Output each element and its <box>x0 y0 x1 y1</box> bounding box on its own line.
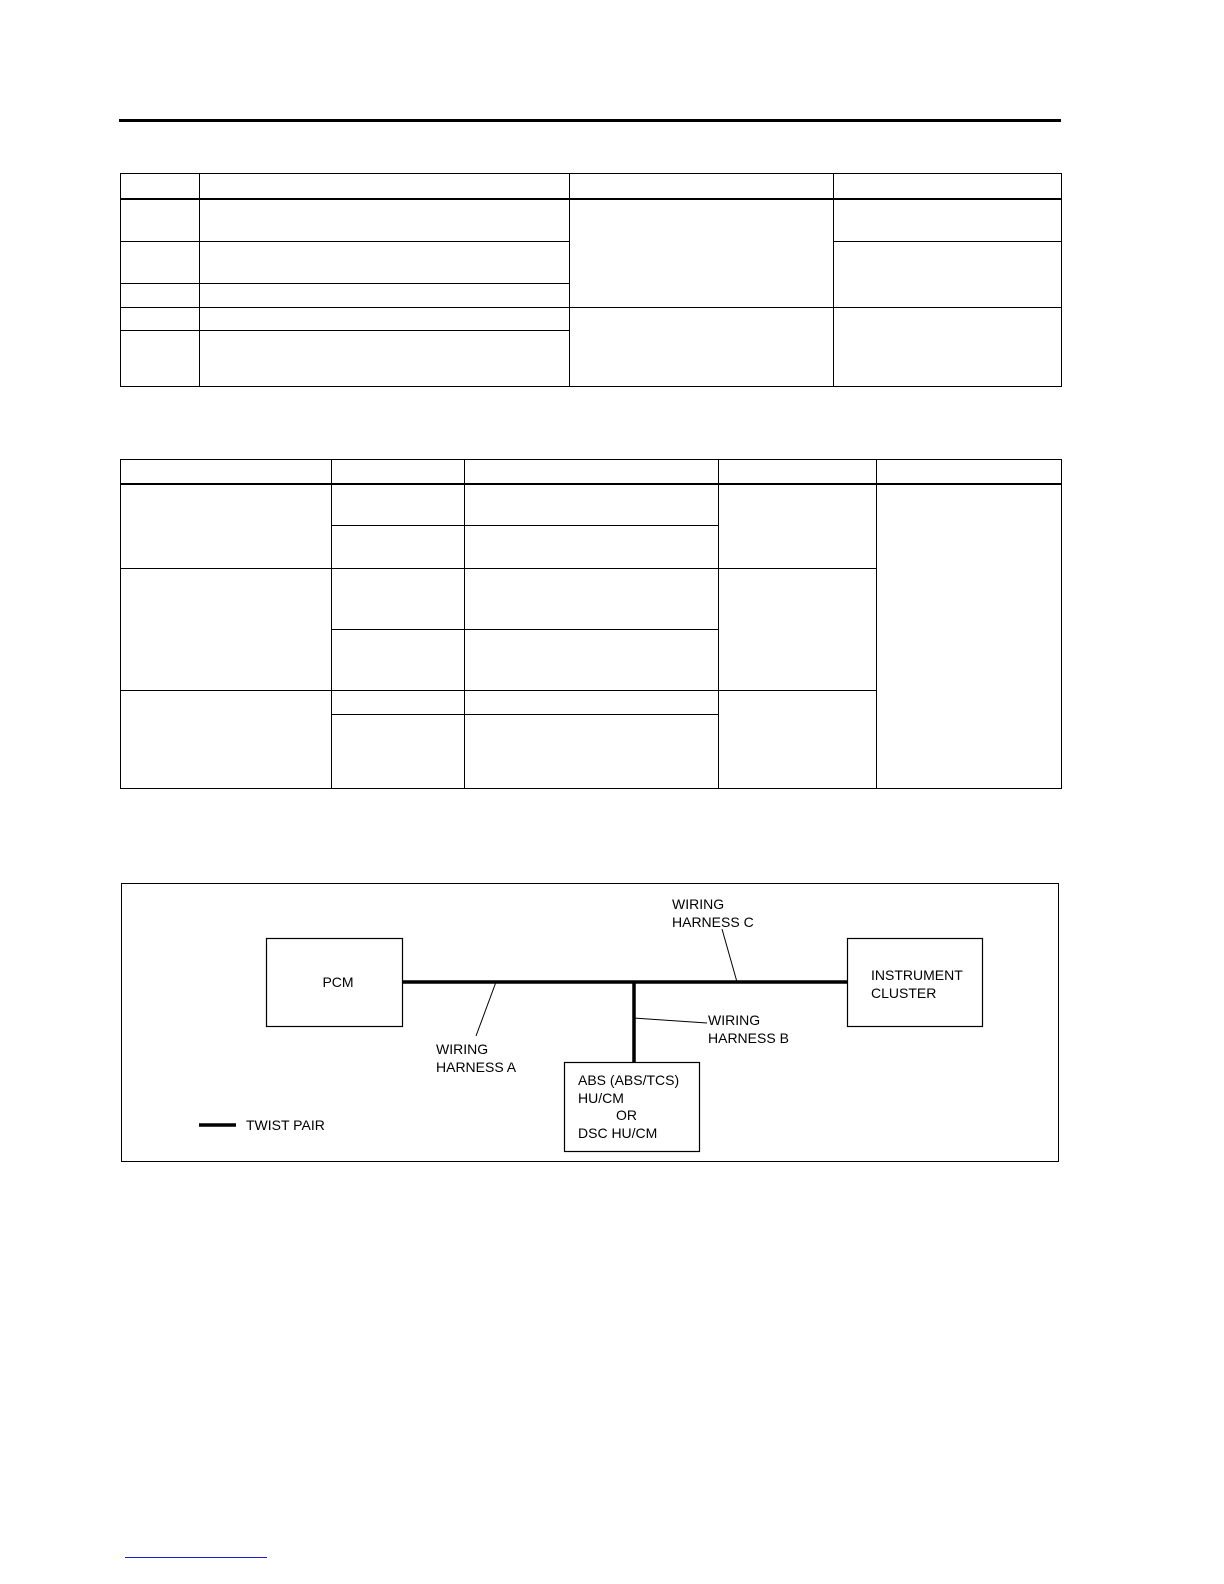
table-cell <box>332 484 465 526</box>
pcm-label: PCM <box>322 974 354 990</box>
table-2-header-cell <box>877 460 1062 484</box>
table-cell <box>719 569 877 691</box>
table-1-header-cell <box>121 174 200 199</box>
table-2-header-cell <box>719 460 877 484</box>
abs-label-line4: DSC HU/CM <box>578 1125 658 1141</box>
table-row <box>121 308 1062 331</box>
table-cell <box>465 630 719 691</box>
wiring-diagram <box>121 883 1059 1162</box>
table-cell <box>834 308 1062 387</box>
footer-link-rule <box>125 1557 267 1558</box>
table-cell <box>570 308 834 387</box>
abs-label-line1: ABS (ABS/TCS) <box>578 1072 680 1088</box>
table-cell <box>121 691 332 789</box>
abs-label-line2: HU/CM <box>578 1090 624 1106</box>
table-2 <box>120 459 1062 789</box>
table-cell <box>332 569 465 630</box>
table-1-header-cell <box>570 174 834 199</box>
table-cell <box>121 284 200 308</box>
table-2-header-cell <box>332 460 465 484</box>
table-cell <box>332 715 465 789</box>
table-2-header-cell <box>121 460 332 484</box>
table-cell <box>570 199 834 308</box>
instrument-cluster-module <box>848 939 983 1027</box>
table-cell <box>121 199 200 242</box>
table-cell <box>121 331 200 387</box>
table-row <box>121 199 1062 242</box>
table-cell <box>877 484 1062 789</box>
table-cell <box>332 691 465 715</box>
table-cell <box>200 199 570 242</box>
table-cell <box>719 484 877 569</box>
harness-b-label-line1: WIRING <box>708 1012 761 1028</box>
harness-a-label-line2: HARNESS A <box>436 1059 517 1075</box>
table-cell <box>719 691 877 789</box>
table-1-header-row <box>121 174 1062 199</box>
table-cell <box>465 526 719 569</box>
table-cell <box>332 630 465 691</box>
instrument-cluster-label-line1: INSTRUMENT <box>871 967 963 983</box>
table-cell <box>200 308 570 331</box>
table-row <box>121 484 1062 526</box>
table-cell <box>121 484 332 569</box>
table-cell <box>332 526 465 569</box>
table-1-header-cell <box>200 174 570 199</box>
table-cell <box>200 284 570 308</box>
table-cell <box>121 569 332 691</box>
table-cell <box>200 242 570 284</box>
harness-a-leader <box>476 982 496 1036</box>
table-cell <box>834 199 1062 242</box>
harness-b-leader <box>634 1018 707 1023</box>
instrument-cluster-label-line2: CLUSTER <box>871 985 937 1001</box>
table-1-header-cell <box>834 174 1062 199</box>
table-cell <box>200 331 570 387</box>
table-1 <box>120 173 1062 387</box>
harness-a-label-line1: WIRING <box>436 1041 489 1057</box>
legend-twist-pair-label: TWIST PAIR <box>246 1117 325 1133</box>
harness-c-label-line2: HARNESS C <box>672 914 754 930</box>
table-cell <box>465 484 719 526</box>
abs-label-line3: OR <box>616 1107 637 1123</box>
harness-b-label-line2: HARNESS B <box>708 1030 789 1046</box>
table-cell <box>834 242 1062 308</box>
table-cell <box>121 308 200 331</box>
pcm-module <box>267 939 403 1027</box>
table-cell <box>121 242 200 284</box>
table-cell <box>465 569 719 630</box>
table-2-header-cell <box>465 460 719 484</box>
harness-c-label-line1: WIRING <box>672 896 725 912</box>
abs-hu-cm-module <box>565 1063 700 1152</box>
table-cell <box>465 715 719 789</box>
table-2-header-row <box>121 460 1062 484</box>
table-cell <box>465 691 719 715</box>
header-rule <box>119 119 1061 122</box>
harness-c-leader <box>722 929 737 982</box>
